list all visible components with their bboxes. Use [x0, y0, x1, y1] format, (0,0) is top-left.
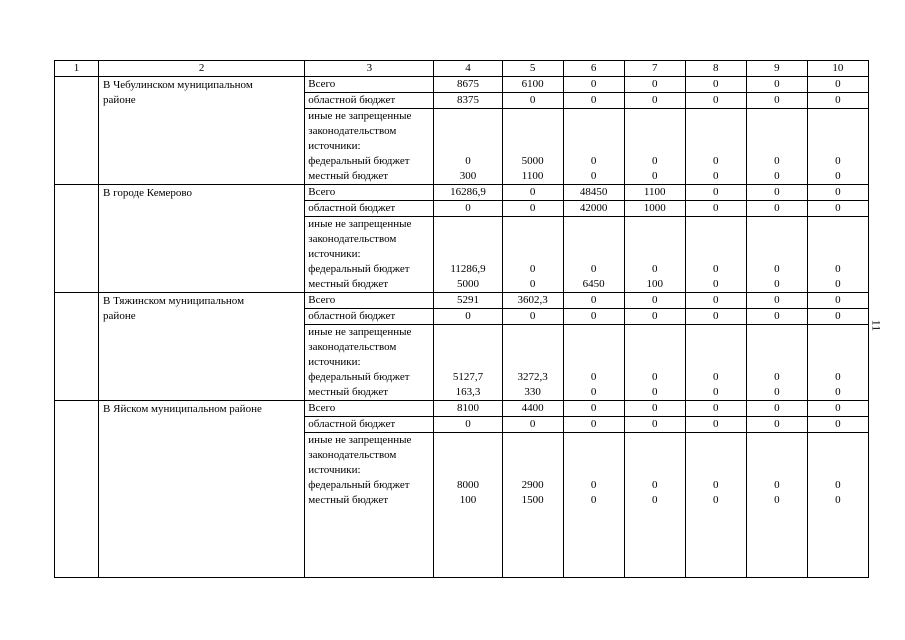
value-cell: [502, 217, 563, 293]
value-cell: 0: [624, 309, 685, 325]
spacer-line: [625, 124, 685, 139]
federal-value: 0: [713, 263, 719, 275]
value-cell: 0: [624, 417, 685, 433]
value-cell: [563, 109, 624, 185]
local-value: 0: [590, 386, 597, 398]
table-row-total: [55, 185, 869, 201]
value-cell: [624, 325, 685, 401]
federal-value: 0: [774, 371, 780, 383]
value-cell: [685, 109, 746, 185]
header-cell: 10: [807, 61, 868, 77]
federal-value: 0: [651, 371, 658, 383]
local-value: 0: [590, 170, 597, 182]
spacer-line: [625, 340, 685, 355]
value-cell: 0: [563, 417, 624, 433]
spacer-line: [503, 355, 563, 370]
label-cell: [305, 217, 434, 293]
spacer-line: [686, 433, 746, 448]
municipality-name-line: В Яйском муниципальном районе: [103, 403, 262, 415]
local-value: 0: [590, 494, 597, 506]
label-line: федеральный бюджет: [308, 371, 410, 383]
label-line: иные не запрещенные: [308, 110, 412, 122]
spacer-line: [686, 124, 746, 139]
local-value: 0: [651, 170, 658, 182]
municipality-name-cell: [99, 185, 305, 293]
value-cell: 0: [746, 201, 807, 217]
value-cell: 0: [685, 201, 746, 217]
value-cell: 0: [563, 293, 624, 309]
spacer-line: [808, 247, 868, 262]
label-line: источники:: [308, 464, 361, 476]
local-value: 0: [835, 278, 841, 290]
local-value: 1100: [521, 170, 544, 182]
spacer-line: [564, 139, 624, 154]
value-cell: [807, 217, 868, 293]
value-cell: 0: [624, 77, 685, 93]
table-body: [55, 61, 869, 578]
local-value: 100: [646, 278, 663, 290]
value-cell: 0: [807, 201, 868, 217]
spacer-line: [564, 124, 624, 139]
local-value: 0: [774, 170, 780, 182]
spacer-line: [434, 355, 501, 370]
label-line: законодательством: [308, 233, 397, 245]
value-cell: [685, 325, 746, 401]
label-cell: областной бюджет: [305, 93, 434, 109]
spacer-line: [564, 217, 624, 232]
local-value: 100: [459, 494, 477, 506]
value-cell: 1000: [624, 201, 685, 217]
label-line: иные не запрещенные: [308, 218, 412, 230]
value-cell: 0: [685, 93, 746, 109]
spacer-line: [564, 340, 624, 355]
value-cell: [807, 325, 868, 401]
value-cell: 0: [746, 309, 807, 325]
federal-value: 0: [651, 263, 658, 275]
value-cell: [746, 325, 807, 401]
spacer-line: [686, 232, 746, 247]
spacer-line: [686, 217, 746, 232]
value-cell: 0: [807, 417, 868, 433]
spacer-line: [747, 340, 807, 355]
spacer-line: [686, 355, 746, 370]
spacer-line: [564, 448, 624, 463]
value-cell: [807, 109, 868, 185]
value-cell: 0: [624, 401, 685, 417]
value-cell: 0: [502, 417, 563, 433]
spacer-line: [686, 463, 746, 478]
table-row-total: [55, 77, 869, 93]
local-value: 0: [713, 386, 719, 398]
label-cell: областной бюджет: [305, 201, 434, 217]
local-value: 0: [529, 278, 536, 290]
spacer-line: [808, 340, 868, 355]
label-cell: [305, 325, 434, 401]
value-cell: [502, 109, 563, 185]
value-cell: 0: [746, 401, 807, 417]
federal-value: 0: [835, 155, 841, 167]
header-row: [55, 61, 869, 77]
spacer-line: [625, 139, 685, 154]
municipality-name-cell: [99, 77, 305, 185]
federal-value: 8000: [456, 479, 479, 491]
value-cell: [434, 325, 502, 401]
local-value: 0: [713, 278, 719, 290]
label-line: законодательством: [308, 125, 397, 137]
header-cell: 2: [99, 61, 305, 77]
federal-value: 0: [835, 479, 841, 491]
federal-value: 0: [713, 479, 719, 491]
value-cell: [502, 433, 563, 578]
federal-value: 5127,7: [452, 371, 484, 383]
value-cell: 3602,3: [502, 293, 563, 309]
header-cell: 8: [685, 61, 746, 77]
spacer-line: [747, 433, 807, 448]
value-cell: 0: [746, 185, 807, 201]
federal-value: 0: [465, 155, 471, 167]
federal-value: 0: [713, 155, 719, 167]
value-cell: 0: [434, 309, 502, 325]
value-cell: 0: [746, 93, 807, 109]
local-value: 0: [835, 494, 841, 506]
spacer-line: [747, 355, 807, 370]
value-cell: 5291: [434, 293, 502, 309]
label-cell: областной бюджет: [305, 417, 434, 433]
label-line: иные не запрещенные: [308, 326, 412, 338]
spacer-line: [625, 463, 685, 478]
spacer-line: [625, 247, 685, 262]
spacer-line: [564, 232, 624, 247]
value-cell: 0: [685, 401, 746, 417]
value-cell: 0: [685, 309, 746, 325]
spacer-line: [434, 109, 501, 124]
spacer-line: [434, 325, 501, 340]
value-cell: 0: [807, 185, 868, 201]
spacer-line: [564, 109, 624, 124]
spacer-line: [686, 325, 746, 340]
spacer-line: [625, 232, 685, 247]
spacer-line: [434, 217, 501, 232]
spacer-line: [434, 433, 501, 448]
local-value: 5000: [456, 278, 479, 290]
header-cell: 1: [55, 61, 99, 77]
spacer-line: [747, 109, 807, 124]
value-cell: 0: [502, 309, 563, 325]
spacer-line: [747, 139, 807, 154]
value-cell: 0: [563, 93, 624, 109]
local-value: 0: [774, 494, 780, 506]
federal-value: 5000: [521, 155, 544, 167]
value-cell: 8100: [434, 401, 502, 417]
local-value: 0: [835, 170, 841, 182]
spacer-line: [564, 247, 624, 262]
spacer-line: [564, 463, 624, 478]
municipality-name-line: В городе Кемерово: [103, 187, 193, 199]
value-cell: 0: [807, 309, 868, 325]
header-cell: 4: [434, 61, 502, 77]
spacer-line: [747, 124, 807, 139]
spacer-line: [564, 355, 624, 370]
value-cell: 8675: [434, 77, 502, 93]
label-line: федеральный бюджет: [308, 479, 410, 491]
federal-value: 0: [651, 155, 658, 167]
spacer-line: [503, 325, 563, 340]
federal-value: 11286,9: [450, 263, 486, 275]
spacer-line: [503, 217, 563, 232]
municipality-name-line: районе: [103, 94, 136, 106]
spacer-line: [686, 139, 746, 154]
spacer-line: [503, 109, 563, 124]
local-value: 6450: [582, 278, 605, 290]
header-cell: 6: [563, 61, 624, 77]
municipality-name-line: В Тяжинском муниципальном: [103, 295, 245, 307]
spacer-line: [625, 355, 685, 370]
spacer-line: [434, 463, 501, 478]
table-row-total: [55, 401, 869, 417]
value-cell: 6100: [502, 77, 563, 93]
federal-value: 0: [774, 263, 780, 275]
header-cell: 3: [305, 61, 434, 77]
spacer-line: [434, 340, 501, 355]
spacer-line: [808, 325, 868, 340]
value-cell: [685, 217, 746, 293]
value-cell: 0: [685, 77, 746, 93]
value-cell: [746, 109, 807, 185]
value-cell: 0: [502, 93, 563, 109]
local-value: 300: [459, 170, 477, 182]
spacer-line: [808, 448, 868, 463]
local-value: 0: [713, 494, 719, 506]
spacer-line: [747, 232, 807, 247]
value-cell: 4400: [502, 401, 563, 417]
value-cell: 42000: [563, 201, 624, 217]
federal-value: 0: [774, 479, 780, 491]
row-number-cell: [55, 77, 99, 185]
value-cell: 0: [502, 201, 563, 217]
federal-value: 2900: [521, 479, 544, 491]
label-line: законодательством: [308, 341, 397, 353]
spacer-line: [747, 463, 807, 478]
label-line: источники:: [308, 248, 361, 260]
spacer-line: [808, 232, 868, 247]
value-cell: 0: [563, 77, 624, 93]
value-cell: 1100: [624, 185, 685, 201]
municipality-name-line: районе: [103, 310, 136, 322]
value-cell: [685, 433, 746, 578]
spacer-line: [434, 139, 501, 154]
label-cell: областной бюджет: [305, 309, 434, 325]
spacer-line: [503, 232, 563, 247]
local-value: 0: [774, 278, 780, 290]
value-cell: [624, 433, 685, 578]
spacer-line: [808, 109, 868, 124]
federal-value: 0: [590, 371, 597, 383]
spacer-line: [503, 433, 563, 448]
budget-table: [54, 60, 869, 578]
spacer-line: [503, 247, 563, 262]
header-cell: 7: [624, 61, 685, 77]
spacer-line: [503, 139, 563, 154]
local-value: 163,3: [455, 386, 481, 398]
value-cell: 0: [685, 185, 746, 201]
spacer-line: [503, 448, 563, 463]
spacer-line: [434, 232, 501, 247]
spacer-line: [686, 448, 746, 463]
label-cell: Всего: [305, 185, 434, 201]
row-number-cell: [55, 401, 99, 578]
local-value: 0: [835, 386, 841, 398]
value-cell: 0: [624, 93, 685, 109]
value-cell: 0: [685, 417, 746, 433]
spacer-line: [808, 433, 868, 448]
value-cell: [434, 217, 502, 293]
value-cell: [624, 217, 685, 293]
spacer-line: [503, 340, 563, 355]
value-cell: [563, 433, 624, 578]
label-cell: Всего: [305, 77, 434, 93]
value-cell: [563, 325, 624, 401]
label-line: законодательством: [308, 449, 397, 461]
spacer-line: [625, 217, 685, 232]
value-cell: 16286,9: [434, 185, 502, 201]
row-number-cell: [55, 185, 99, 293]
label-cell: Всего: [305, 401, 434, 417]
value-cell: [434, 433, 502, 578]
value-cell: 0: [563, 401, 624, 417]
page-number: 11: [869, 319, 884, 332]
label-line: местный бюджет: [308, 170, 389, 182]
spacer-line: [434, 448, 501, 463]
value-cell: 0: [746, 417, 807, 433]
spacer-line: [625, 448, 685, 463]
federal-value: 0: [590, 263, 597, 275]
value-cell: [624, 109, 685, 185]
label-line: местный бюджет: [308, 278, 389, 290]
federal-value: 3272,3: [517, 371, 548, 383]
spacer-line: [686, 340, 746, 355]
value-cell: 0: [807, 401, 868, 417]
federal-value: 0: [774, 155, 780, 167]
label-cell: Всего: [305, 293, 434, 309]
value-cell: 8375: [434, 93, 502, 109]
local-value: 0: [651, 386, 658, 398]
value-cell: 48450: [563, 185, 624, 201]
header-cell: 9: [746, 61, 807, 77]
value-cell: 0: [807, 77, 868, 93]
federal-value: 0: [835, 371, 841, 383]
value-cell: 0: [746, 77, 807, 93]
spacer-line: [808, 355, 868, 370]
spacer-line: [686, 109, 746, 124]
value-cell: 0: [624, 293, 685, 309]
spacer-line: [503, 463, 563, 478]
value-cell: [807, 433, 868, 578]
header-cell: 5: [502, 61, 563, 77]
spacer-line: [747, 217, 807, 232]
value-cell: 0: [807, 93, 868, 109]
value-cell: [746, 433, 807, 578]
label-line: иные не запрещенные: [308, 434, 412, 446]
spacer-line: [808, 124, 868, 139]
label-line: местный бюджет: [308, 494, 389, 506]
label-line: федеральный бюджет: [308, 263, 410, 275]
value-cell: 0: [746, 293, 807, 309]
spacer-line: [503, 124, 563, 139]
municipality-name-cell: [99, 293, 305, 401]
federal-value: 0: [651, 479, 658, 491]
spacer-line: [625, 325, 685, 340]
value-cell: [502, 325, 563, 401]
label-line: местный бюджет: [308, 386, 389, 398]
federal-value: 0: [529, 263, 536, 275]
value-cell: 0: [807, 293, 868, 309]
label-cell: [305, 109, 434, 185]
spacer-line: [434, 247, 501, 262]
local-value: 1500: [521, 494, 544, 506]
local-value: 330: [524, 386, 541, 398]
row-number-cell: [55, 293, 99, 401]
value-cell: [434, 109, 502, 185]
spacer-line: [808, 217, 868, 232]
spacer-line: [747, 325, 807, 340]
value-cell: 0: [434, 201, 502, 217]
spacer-line: [625, 109, 685, 124]
spacer-line: [434, 124, 501, 139]
municipality-name-cell: [99, 401, 305, 578]
value-cell: [563, 217, 624, 293]
value-cell: 0: [563, 309, 624, 325]
spacer-line: [808, 139, 868, 154]
federal-value: 0: [590, 479, 597, 491]
value-cell: 0: [434, 417, 502, 433]
local-value: 0: [774, 386, 780, 398]
federal-value: 0: [835, 263, 841, 275]
spacer-line: [686, 247, 746, 262]
label-line: источники:: [308, 140, 361, 152]
label-cell: [305, 433, 434, 578]
value-cell: 0: [502, 185, 563, 201]
spacer-line: [625, 433, 685, 448]
federal-value: 0: [590, 155, 597, 167]
spacer-line: [564, 433, 624, 448]
local-value: 0: [713, 170, 719, 182]
spacer-line: [808, 463, 868, 478]
municipality-name-line: В Чебулинском муниципальном: [103, 79, 253, 91]
federal-value: 0: [713, 371, 719, 383]
label-line: источники:: [308, 356, 361, 368]
table-row-total: [55, 293, 869, 309]
spacer-line: [564, 325, 624, 340]
local-value: 0: [651, 494, 658, 506]
value-cell: [746, 217, 807, 293]
spacer-line: [747, 247, 807, 262]
label-line: федеральный бюджет: [308, 155, 410, 167]
spacer-line: [747, 448, 807, 463]
value-cell: 0: [685, 293, 746, 309]
